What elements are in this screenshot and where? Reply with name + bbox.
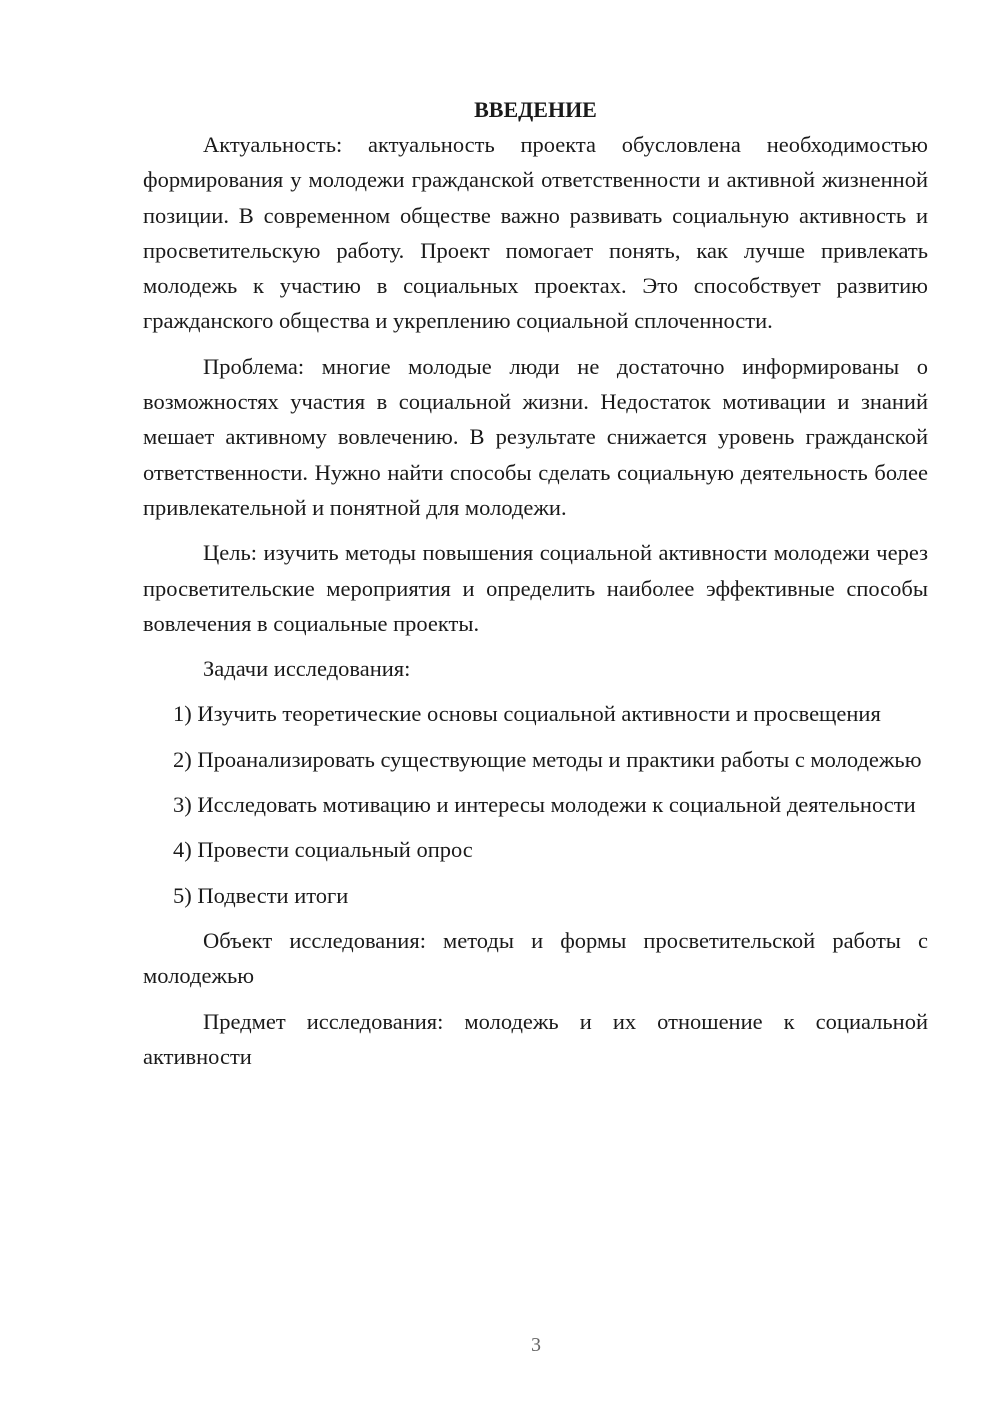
task-item: 1) Изучить теоретические основы социальной активности и просвещения <box>173 701 881 727</box>
task-item: 2) Проанализировать существующие методы и практики работы с молодежью <box>173 746 922 772</box>
page-number: 3 <box>531 1334 541 1356</box>
paragraph-object: Объект исследования: методы и формы просветительской работы с молодежью <box>143 927 928 989</box>
paragraph-goal: Цель: изучить методы повышения социальной активности молодежи через просветительские мероприятия и определить наиболее эффективные способы вовлечения в социальные проекты. <box>143 540 928 636</box>
task-item: 3) Исследовать мотивацию и интересы молодежи к социальной деятельности <box>173 792 916 818</box>
tasks-heading: Задачи исследования: <box>203 656 411 682</box>
paragraph-problem: Проблема: многие молодые люди не достаточно информированы о возможностях участия в социальной жизни. Недостаток мотивации и знаний мешает активному вовлечению. В результате снижается уровень гражданской ответственности. Нужно найти способы сделать социальную деятельность более привлекательной и понятной для молодежи. <box>143 353 928 520</box>
task-item: 4) Провести социальный опрос <box>173 837 473 863</box>
page-content <box>143 92 928 1074</box>
page-title: ВВЕДЕНИЕ <box>474 97 597 122</box>
task-item: 5) Подвести итоги <box>173 882 349 908</box>
paragraph-relevance: Актуальность: актуальность проекта обусловлена необходимостью формирования у молодежи гражданской ответственности и активной жизненной позиции. В современном обществе важно развивать социальную активность и просветительскую работу. Проект помогает понять, как лучше привлекать молодежь к участию в социальных проектах. Это способствует развитию гражданского общества и укреплению социальной сплоченности. <box>143 132 928 334</box>
paragraph-subject: Предмет исследования: молодежь и их отношение к социальной активности <box>143 1008 928 1069</box>
